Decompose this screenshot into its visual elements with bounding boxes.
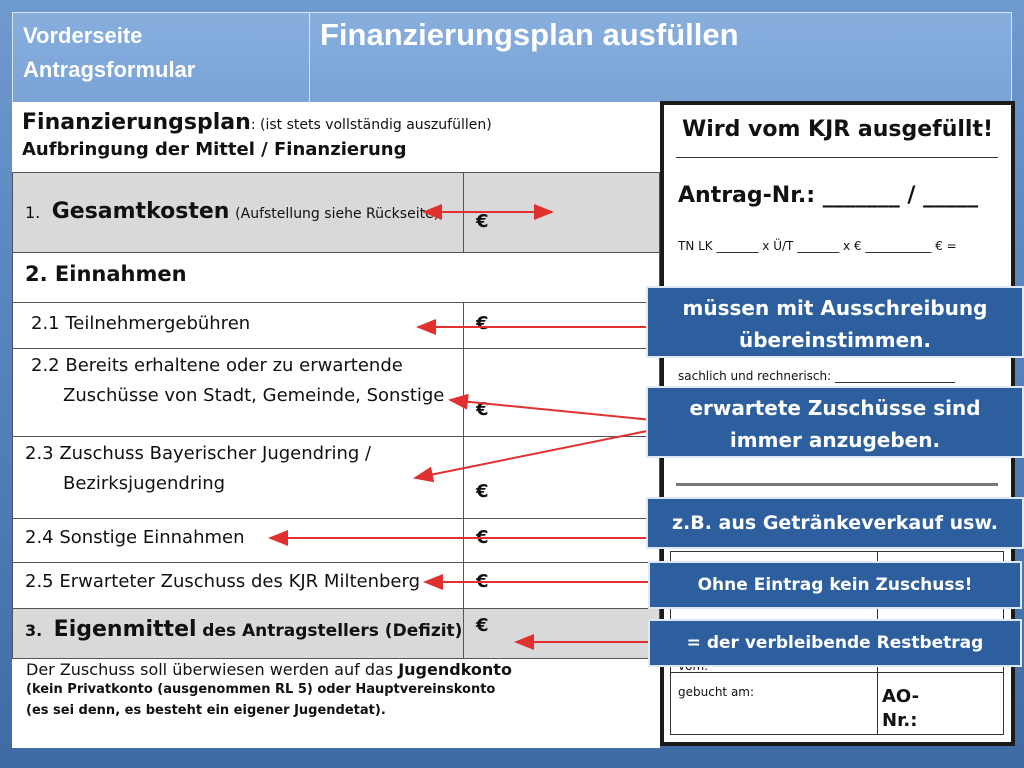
form-subheading: Aufbringung der Mittel / Finanzierung: [22, 139, 407, 160]
note-line1-bold: Jugendkonto: [398, 660, 512, 679]
form-heading-note: : (ist stets vollständig auszufüllen): [250, 117, 492, 133]
row-number: 3.: [25, 621, 43, 640]
row-label: 2. Einnahmen: [25, 262, 187, 286]
currency-cell[interactable]: €: [476, 211, 489, 232]
tn-line: TN LK _______ x Ü/T _______ x € ___________ € =: [678, 239, 957, 253]
callout-line: z.B. aus Getränkeverkauf usw.: [671, 512, 999, 534]
header-left-line2: Antragsformular: [23, 57, 196, 82]
row-number: 1.: [25, 203, 41, 222]
note-line1: Der Zuschuss soll überwiesen werden auf das: [26, 660, 399, 679]
row-label: 2.5 Erwarteter Zuschuss des KJR Miltenberg: [25, 571, 420, 592]
row-label: 2.4 Sonstige Einnahmen: [25, 527, 245, 548]
row-label: 2.3 Zuschuss Bayerischer Jugendring /: [25, 443, 372, 464]
callout-restbetrag: [648, 619, 1022, 667]
header-left-line1: Vorderseite: [23, 23, 143, 48]
row-suffix: des Antragstellers (Defizit): [202, 621, 463, 641]
note-line3: (es sei denn, es besteht ein eigener Jugendetat).: [26, 703, 386, 718]
sachlich-line: sachlich und rechnerisch: ____________________: [678, 369, 955, 383]
callout-line: müssen mit Ausschreibung: [682, 296, 988, 320]
row-label: Gesamtkosten: [51, 199, 230, 224]
row-label: 2.1 Teilnehmergebühren: [31, 313, 251, 334]
callout-getraenke: [646, 497, 1024, 549]
callout-line: übereinstimmen.: [738, 328, 932, 352]
currency-cell[interactable]: €: [476, 313, 489, 334]
currency-cell[interactable]: €: [476, 399, 489, 420]
callout-ausschreibung: [646, 286, 1024, 358]
currency-cell[interactable]: €: [476, 527, 489, 548]
currency-cell[interactable]: €: [476, 571, 489, 592]
arrow-zuschuss-bjr: [415, 430, 652, 478]
kjr-title: Wird vom KJR ausgefüllt!: [681, 117, 994, 142]
callout-line: immer anzugeben.: [729, 428, 941, 452]
form-heading-text: Finanzierungsplan: [22, 110, 251, 135]
currency-cell[interactable]: €: [476, 481, 489, 502]
callout-line: = der verbleibende Restbetrag: [686, 633, 984, 653]
ao-line1: AO-: [882, 686, 920, 707]
row-label: Eigenmittel: [53, 617, 197, 642]
ao-line2: Nr.:: [882, 710, 918, 731]
callout-zuschuesse: [646, 386, 1024, 458]
slide-title: Finanzierungsplan ausfüllen: [320, 17, 739, 52]
row-label: 2.2 Bereits erhaltene oder zu erwartende: [31, 355, 403, 376]
antrag-nr: Antrag-Nr.: _______ / _____: [678, 183, 979, 208]
callout-line: Ohne Eintrag kein Zuschuss!: [697, 575, 973, 595]
callout-line: erwartete Zuschüsse sind: [689, 396, 981, 420]
gebucht-label: gebucht am:: [678, 685, 755, 699]
arrow-zuschuesse-stadt: [450, 400, 652, 420]
callout-kein-zuschuss: [648, 561, 1022, 609]
row-label-line2: Bezirksjugendring: [63, 473, 226, 494]
row-label-line2: Zuschüsse von Stadt, Gemeinde, Sonstige: [63, 385, 445, 406]
currency-cell[interactable]: €: [476, 615, 489, 636]
row-suffix: (Aufstellung siehe Rückseite): [235, 206, 440, 222]
note-line2: (kein Privatkonto (ausgenommen RL 5) oder Hauptvereinskonto: [26, 682, 496, 697]
